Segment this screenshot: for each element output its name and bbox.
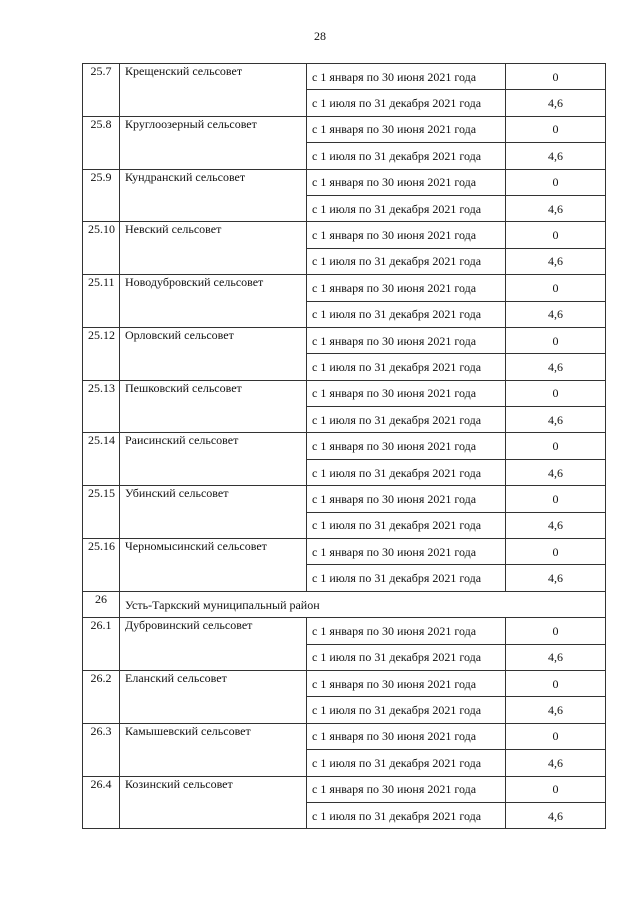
period-second-half: с 1 июля по 31 декабря 2021 года (307, 750, 506, 776)
value-second-half: 4,6 (506, 459, 606, 485)
value-second-half: 4,6 (506, 697, 606, 723)
table-row (83, 64, 606, 90)
period-first-half: с 1 января по 30 июня 2021 года (307, 169, 506, 195)
row-number: 26.2 (83, 670, 120, 723)
period-second-half: с 1 июля по 31 декабря 2021 года (307, 802, 506, 828)
row-number: 25.16 (83, 539, 120, 592)
row-number: 25.14 (83, 433, 120, 486)
period-second-half: с 1 июля по 31 декабря 2021 года (307, 512, 506, 538)
settlement-name: Новодубровский сельсовет (120, 275, 307, 328)
table-row (83, 670, 606, 696)
value-second-half: 4,6 (506, 248, 606, 274)
table-row (83, 169, 606, 195)
settlement-name: Черномысинский сельсовет (120, 539, 307, 592)
settlement-name: Круглоозерный сельсовет (120, 116, 307, 169)
value-second-half: 4,6 (506, 407, 606, 433)
period-first-half: с 1 января по 30 июня 2021 года (307, 380, 506, 406)
table-row (83, 380, 606, 406)
value-first-half: 0 (506, 275, 606, 301)
value-first-half: 0 (506, 723, 606, 749)
value-first-half: 0 (506, 539, 606, 565)
table-row (83, 486, 606, 512)
value-first-half: 0 (506, 380, 606, 406)
settlement-name: Орловский сельсовет (120, 327, 307, 380)
district-name: Усть-Таркский муниципальный район (120, 591, 606, 617)
period-second-half: с 1 июля по 31 декабря 2021 года (307, 565, 506, 591)
tariff-table (82, 63, 606, 829)
settlement-name: Еланский сельсовет (120, 670, 307, 723)
table-row (83, 433, 606, 459)
table-row (83, 776, 606, 802)
period-second-half: с 1 июля по 31 декабря 2021 года (307, 354, 506, 380)
row-number: 25.10 (83, 222, 120, 275)
period-second-half: с 1 июля по 31 декабря 2021 года (307, 697, 506, 723)
value-first-half: 0 (506, 222, 606, 248)
settlement-name: Невский сельсовет (120, 222, 307, 275)
period-first-half: с 1 января по 30 июня 2021 года (307, 539, 506, 565)
table-body (83, 64, 606, 829)
table-row (83, 618, 606, 644)
table-row (83, 116, 606, 142)
period-first-half: с 1 января по 30 июня 2021 года (307, 116, 506, 142)
value-first-half: 0 (506, 116, 606, 142)
period-first-half: с 1 января по 30 июня 2021 года (307, 670, 506, 696)
value-second-half: 4,6 (506, 301, 606, 327)
row-number: 26.4 (83, 776, 120, 829)
district-row (83, 591, 606, 617)
period-second-half: с 1 июля по 31 декабря 2021 года (307, 459, 506, 485)
period-first-half: с 1 января по 30 июня 2021 года (307, 486, 506, 512)
value-second-half: 4,6 (506, 195, 606, 221)
value-second-half: 4,6 (506, 644, 606, 670)
period-second-half: с 1 июля по 31 декабря 2021 года (307, 143, 506, 169)
period-first-half: с 1 января по 30 июня 2021 года (307, 723, 506, 749)
value-first-half: 0 (506, 169, 606, 195)
row-number: 26.3 (83, 723, 120, 776)
period-second-half: с 1 июля по 31 декабря 2021 года (307, 407, 506, 433)
settlement-name: Камышевский сельсовет (120, 723, 307, 776)
period-first-half: с 1 января по 30 июня 2021 года (307, 222, 506, 248)
settlement-name: Крещенский сельсовет (120, 64, 307, 117)
value-second-half: 4,6 (506, 750, 606, 776)
period-second-half: с 1 июля по 31 декабря 2021 года (307, 90, 506, 116)
row-number: 25.12 (83, 327, 120, 380)
value-second-half: 4,6 (506, 565, 606, 591)
value-first-half: 0 (506, 327, 606, 353)
period-second-half: с 1 июля по 31 декабря 2021 года (307, 248, 506, 274)
period-second-half: с 1 июля по 31 декабря 2021 года (307, 301, 506, 327)
value-first-half: 0 (506, 670, 606, 696)
row-number: 25.9 (83, 169, 120, 222)
row-number: 25.11 (83, 275, 120, 328)
row-number: 26 (83, 591, 120, 617)
table-row (83, 327, 606, 353)
value-first-half: 0 (506, 64, 606, 90)
period-first-half: с 1 января по 30 июня 2021 года (307, 327, 506, 353)
table-row (83, 222, 606, 248)
value-first-half: 0 (506, 618, 606, 644)
period-first-half: с 1 января по 30 июня 2021 года (307, 275, 506, 301)
row-number: 25.7 (83, 64, 120, 117)
value-first-half: 0 (506, 433, 606, 459)
period-first-half: с 1 января по 30 июня 2021 года (307, 618, 506, 644)
period-first-half: с 1 января по 30 июня 2021 года (307, 433, 506, 459)
settlement-name: Убинский сельсовет (120, 486, 307, 539)
value-second-half: 4,6 (506, 354, 606, 380)
table-row (83, 539, 606, 565)
settlement-name: Козинский сельсовет (120, 776, 307, 829)
value-second-half: 4,6 (506, 512, 606, 538)
settlement-name: Дубровинский сельсовет (120, 618, 307, 671)
settlement-name: Пешковский сельсовет (120, 380, 307, 433)
table-row (83, 275, 606, 301)
table-row (83, 723, 606, 749)
row-number: 25.13 (83, 380, 120, 433)
settlement-name: Кундранский сельсовет (120, 169, 307, 222)
value-second-half: 4,6 (506, 143, 606, 169)
value-second-half: 4,6 (506, 802, 606, 828)
value-second-half: 4,6 (506, 90, 606, 116)
value-first-half: 0 (506, 776, 606, 802)
period-first-half: с 1 января по 30 июня 2021 года (307, 776, 506, 802)
row-number: 25.15 (83, 486, 120, 539)
row-number: 26.1 (83, 618, 120, 671)
row-number: 25.8 (83, 116, 120, 169)
value-first-half: 0 (506, 486, 606, 512)
settlement-name: Раисинский сельсовет (120, 433, 307, 486)
period-first-half: с 1 января по 30 июня 2021 года (307, 64, 506, 90)
page-number: 28 (314, 29, 326, 43)
period-second-half: с 1 июля по 31 декабря 2021 года (307, 644, 506, 670)
period-second-half: с 1 июля по 31 декабря 2021 года (307, 195, 506, 221)
